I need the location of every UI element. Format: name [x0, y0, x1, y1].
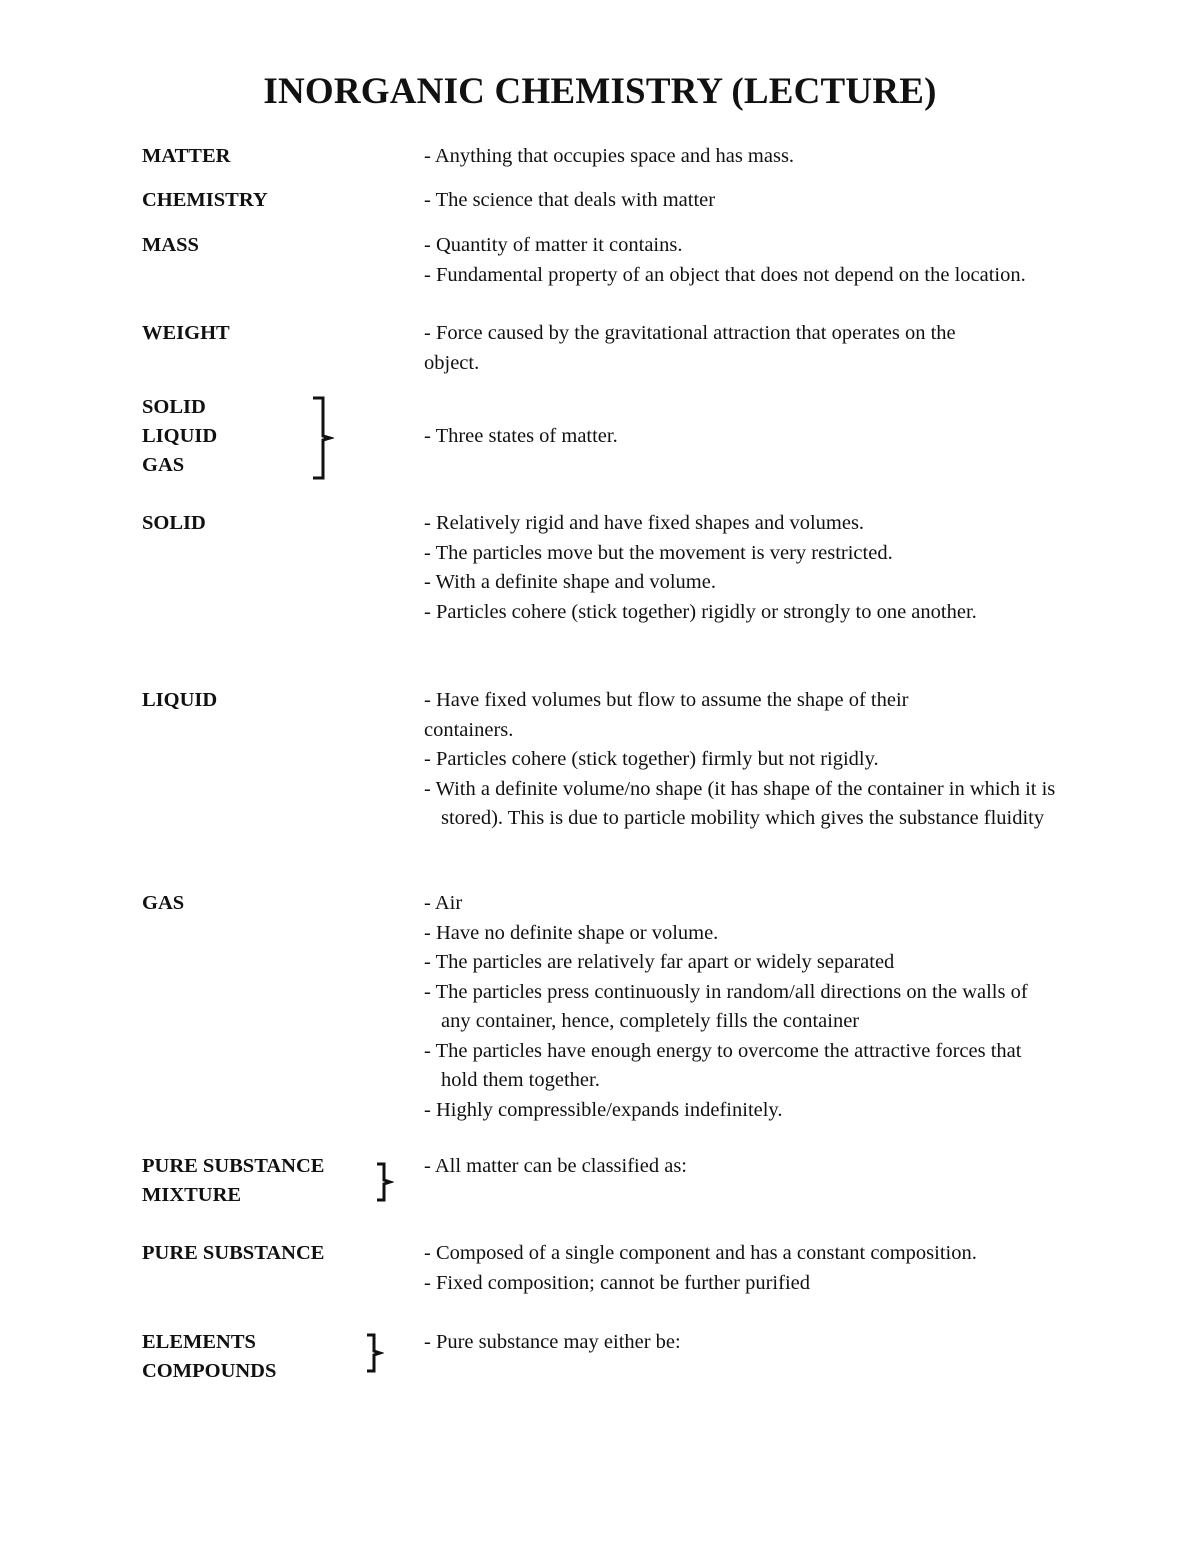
definition-line: - Particles cohere (stick together) rigidly or strongly to one another. [424, 600, 977, 623]
definition-line: - Air [424, 892, 463, 914]
term-pure-types-group [142, 1328, 276, 1386]
right-brace-icon [374, 1162, 394, 1202]
definition-chemistry [424, 186, 1084, 216]
definition-line: - Particles cohere (stick together) firmly but not rigidly. [424, 748, 879, 770]
term-gas: GAS [142, 454, 185, 476]
term-liquid-detail: LIQUID [142, 689, 218, 711]
definition-line: - The particles are relatively far apart or widely separated [424, 951, 895, 973]
definition-line: - Quantity of matter it contains. [424, 234, 683, 256]
definition-line: object. [424, 351, 480, 374]
page-title: INORGANIC CHEMISTRY (LECTURE) [263, 71, 937, 112]
term-pure-substance: PURE SUBSTANCE [142, 1155, 325, 1177]
definition-line: - Anything that occupies space and has mass. [424, 145, 795, 167]
definition-weight [424, 319, 1084, 378]
term-compounds: COMPOUNDS [142, 1360, 277, 1382]
term-liquid: LIQUID [142, 425, 218, 447]
definition-line: - The particles press continuously in random/all directions on the walls of any container, hence, completely fills the container [424, 980, 1028, 1032]
definition-classification [424, 1152, 1084, 1182]
definition-states [424, 422, 1084, 452]
definition-matter [424, 142, 1084, 172]
definition-line: - Fixed composition; cannot be further purified [424, 1271, 810, 1294]
term-elements: ELEMENTS [142, 1331, 256, 1353]
right-brace-icon [310, 396, 334, 480]
definition-mass [424, 231, 1084, 290]
definition-line: - Composed of a single component and has a constant composition. [424, 1242, 977, 1264]
definition-line: containers. [424, 718, 514, 741]
definition-line: - Relatively rigid and have fixed shapes and volumes. [424, 512, 865, 534]
term-matter: MATTER [142, 145, 231, 167]
definition-line: - All matter can be classified as: [424, 1155, 687, 1177]
right-brace-icon [364, 1333, 384, 1373]
definition-line: - Fundamental property of an object that does not depend on the location. [424, 263, 1026, 286]
definition-line: - Pure substance may either be: [424, 1331, 681, 1353]
definition-pure-types [424, 1328, 1084, 1358]
definition-line: - The particles have enough energy to overcome the attractive forces that hold them together. [424, 1039, 1022, 1091]
term-states-group [142, 393, 217, 480]
definition-solid [424, 509, 1084, 627]
definition-line: - With a definite shape and volume. [424, 571, 716, 593]
definition-line: - Highly compressible/expands indefinitely. [424, 1098, 783, 1121]
term-chemistry: CHEMISTRY [142, 189, 268, 211]
term-solid-detail: SOLID [142, 512, 206, 534]
definition-line: - The science that deals with matter [424, 189, 716, 211]
definition-gas [424, 889, 1084, 1125]
definition-line: - The particles move but the movement is very restricted. [424, 541, 893, 564]
definition-line: - Force caused by the gravitational attraction that operates on the [424, 322, 956, 344]
definition-liquid [424, 686, 1084, 834]
term-pure-substance-detail: PURE SUBSTANCE [142, 1242, 325, 1264]
term-mass: MASS [142, 234, 199, 256]
definition-line: - Have no definite shape or volume. [424, 921, 719, 944]
term-mixture: MIXTURE [142, 1184, 242, 1206]
definition-pure-substance [424, 1239, 1084, 1298]
term-solid: SOLID [142, 396, 206, 418]
term-weight: WEIGHT [142, 322, 230, 344]
definition-line: - With a definite volume/no shape (it has shape of the container in which it is stored). This is due to particle mobility which gives the substance fluidity [424, 777, 1056, 829]
term-classification-group [142, 1152, 324, 1210]
definition-line: - Have fixed volumes but flow to assume the shape of their [424, 689, 909, 711]
definition-line: - Three states of matter. [424, 425, 618, 447]
term-gas-detail: GAS [142, 892, 185, 914]
